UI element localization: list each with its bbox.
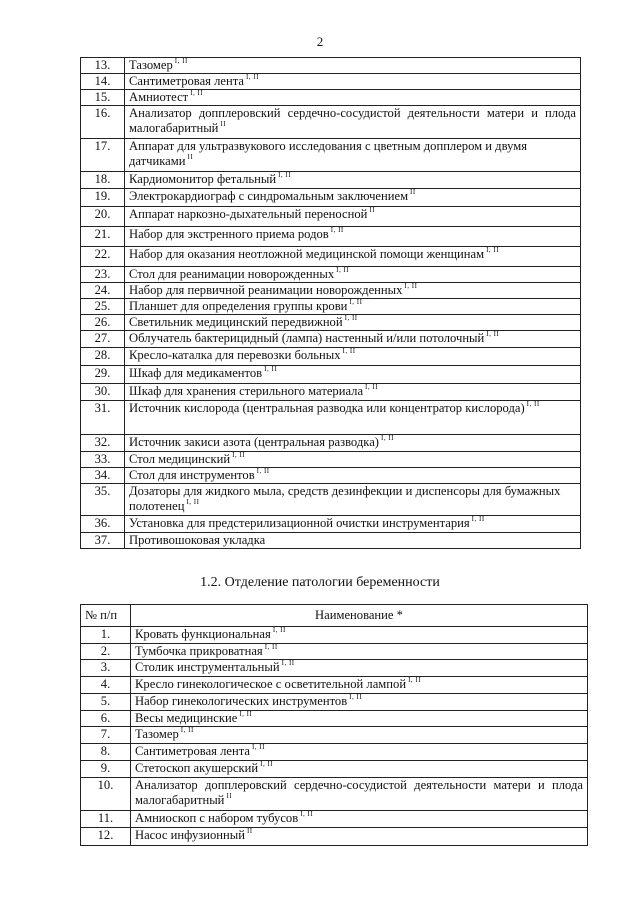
item-name: Кресло-каталка для перевозки больных [129, 348, 341, 362]
level-marker: I, II [300, 810, 314, 818]
table-row [81, 727, 588, 744]
table-row [81, 761, 588, 778]
table-row [81, 172, 581, 189]
item-name: Стол для реанимации новорожденных [129, 267, 335, 281]
row-number: 32. [81, 435, 125, 452]
level-marker: I, II [486, 330, 500, 338]
item-name: Аппарат наркозно-дыхательный переносной [129, 207, 368, 221]
level-marker: I, II [408, 676, 422, 684]
item-name-cell [125, 247, 581, 267]
item-name-cell [125, 435, 581, 452]
table-row [81, 401, 581, 435]
item-name: Шкаф для хранения стерильного материала [129, 384, 364, 398]
table-row [81, 694, 588, 711]
table-row [81, 384, 581, 401]
level-marker: I, II [190, 89, 204, 97]
row-number: 29. [81, 366, 125, 384]
level-marker: I, II [256, 467, 270, 475]
equipment-table-continued [80, 57, 581, 549]
item-name-cell [125, 207, 581, 227]
item-name-cell [125, 401, 581, 435]
item-name-cell [131, 644, 588, 660]
item-name: Насос инфузионный [135, 828, 245, 842]
table-row [81, 58, 581, 74]
item-name-cell [125, 315, 581, 331]
row-number: 28. [81, 348, 125, 366]
level-marker: I, II [239, 710, 253, 718]
level-marker: I, II [232, 451, 246, 459]
level-marker: II [220, 119, 227, 128]
table-row [81, 644, 588, 660]
table-row [81, 533, 581, 549]
item-name-cell [131, 694, 588, 711]
item-name-cell [125, 267, 581, 283]
item-name: Кровать функциональная [135, 627, 271, 641]
item-name-cell [125, 172, 581, 189]
level-marker: II [369, 206, 376, 214]
item-name: Облучатель бактерицидный (лампа) настенный и/или потолочный [129, 331, 485, 345]
item-name: Аппарат для ультразвукового исследования с цветным допплером и двумя датчиками [129, 139, 527, 168]
item-name-cell [125, 366, 581, 384]
table-row [81, 811, 588, 828]
level-marker: I, II [278, 171, 292, 179]
item-name-cell [125, 189, 581, 207]
level-marker: I, II [349, 298, 363, 306]
row-number: 37. [81, 533, 125, 549]
table-row [81, 331, 581, 348]
level-marker: II [246, 827, 253, 835]
level-marker: I, II [344, 314, 358, 322]
row-number: 8. [81, 744, 131, 761]
item-name: Дозаторы для жидкого мыла, средств дезинфекции и диспенсоры для бумажных полотенец [129, 484, 561, 513]
row-number: 10. [81, 778, 131, 811]
item-name: Стол для инструментов [129, 468, 255, 482]
table-row [81, 315, 581, 331]
item-name: Набор для первичной реанимации новорожденных [129, 283, 403, 297]
item-name-cell [125, 331, 581, 348]
item-name-cell [131, 627, 588, 644]
row-number: 16. [81, 106, 125, 139]
row-number: 9. [81, 761, 131, 778]
row-number: 34. [81, 468, 125, 484]
row-number: 27. [81, 331, 125, 348]
item-name: Планшет для определения группы крови [129, 299, 348, 313]
item-name-cell [131, 677, 588, 694]
row-number: 26. [81, 315, 125, 331]
item-name: Источник кислорода (центральная разводка или концентратор кислорода) [129, 401, 525, 415]
row-number: 12. [81, 828, 131, 846]
level-marker: II [187, 152, 194, 161]
row-number: 11. [81, 811, 131, 828]
level-marker: I, II [486, 246, 500, 254]
table-row [81, 283, 581, 299]
item-name: Источник закиси азота (центральная разводка) [129, 435, 379, 449]
item-name-cell [131, 727, 588, 744]
item-name-cell [125, 58, 581, 74]
item-name-cell [131, 761, 588, 778]
row-number: 6. [81, 711, 131, 727]
item-name: Установка для предстерилизационной очистки инструментария [129, 516, 470, 530]
item-name-cell [125, 227, 581, 247]
row-number: 25. [81, 299, 125, 315]
row-number: 2. [81, 644, 131, 660]
item-name-cell [131, 660, 588, 677]
level-marker: I, II [186, 497, 200, 506]
item-name: Набор гинекологических инструментов [135, 694, 348, 708]
item-name: Стол медицинский [129, 452, 231, 466]
item-name-cell [125, 283, 581, 299]
table-row [81, 247, 581, 267]
level-marker: I, II [251, 743, 265, 751]
table-row [81, 106, 581, 139]
level-marker: I, II [349, 693, 363, 701]
level-marker: I, II [330, 226, 344, 234]
item-name: Стетоскоп акушерский [135, 761, 259, 775]
row-number: 35. [81, 484, 125, 516]
item-name-cell [125, 106, 581, 139]
row-number: 1. [81, 627, 131, 644]
item-name-cell [125, 348, 581, 366]
item-name-cell [131, 811, 588, 828]
level-marker: I, II [245, 73, 259, 81]
row-number: 17. [81, 139, 125, 172]
level-marker: II [410, 188, 416, 196]
table-row [81, 299, 581, 315]
row-number: 15. [81, 90, 125, 106]
table-row [81, 348, 581, 366]
item-name-cell [125, 139, 581, 172]
table-row [81, 627, 588, 644]
table-row [81, 660, 588, 677]
page-number: 2 [316, 34, 324, 49]
level-marker: I, II [365, 383, 379, 391]
item-name: Тазомер [135, 727, 179, 741]
item-name-cell [125, 533, 581, 549]
item-name-cell [125, 452, 581, 468]
header-number: № п/п [81, 605, 131, 627]
table-row [81, 828, 588, 846]
row-number: 33. [81, 452, 125, 468]
item-name-cell [125, 384, 581, 401]
item-name: Тазомер [129, 58, 173, 72]
row-number: 14. [81, 74, 125, 90]
level-marker: I, II [260, 760, 274, 768]
item-name: Амниоскоп с набором тубусов [135, 811, 299, 825]
row-number: 24. [81, 283, 125, 299]
table-row [81, 267, 581, 283]
item-name: Противошоковая укладка [129, 533, 266, 547]
item-name-cell [131, 778, 588, 811]
level-marker: I, II [471, 515, 485, 523]
level-marker: I, II [281, 659, 295, 667]
table-row [81, 366, 581, 384]
table-row [81, 227, 581, 247]
item-name: Кресло гинекологическое с осветительной лампой [135, 677, 407, 691]
row-number: 5. [81, 694, 131, 711]
level-marker: I, II [342, 347, 356, 355]
table-row [81, 468, 581, 484]
item-name: Анализатор допплеровский сердечно-сосудистой деятельности матери и плода малогабаритный [129, 106, 576, 135]
item-name-cell [125, 516, 581, 533]
table-row [81, 744, 588, 761]
item-name: Весы медицинские [135, 711, 238, 725]
item-name: Набор для экстренного приема родов [129, 227, 329, 241]
item-name-cell [125, 74, 581, 90]
table-row [81, 452, 581, 468]
item-name: Анализатор допплеровский сердечно-сосудистой деятельности матери и плода малогабаритный [135, 778, 583, 807]
table-row [81, 516, 581, 533]
item-name: Амниотест [129, 90, 189, 104]
table-row [81, 677, 588, 694]
level-marker: I, II [380, 434, 394, 442]
item-name: Сантиметровая лента [129, 74, 244, 88]
item-name-cell [131, 711, 588, 727]
row-number: 18. [81, 172, 125, 189]
table-row [81, 139, 581, 172]
header-name: Наименование * [131, 605, 588, 627]
table-row [81, 484, 581, 516]
item-name: Сантиметровая лента [135, 744, 250, 758]
row-number: 30. [81, 384, 125, 401]
pregnancy-pathology-equipment-table [80, 604, 588, 846]
row-number: 19. [81, 189, 125, 207]
table-row [81, 207, 581, 227]
item-name-cell [125, 468, 581, 484]
section-title: 1.2. Отделение патологии беременности [200, 575, 440, 590]
row-number: 36. [81, 516, 125, 533]
row-number: 13. [81, 58, 125, 74]
row-number: 4. [81, 677, 131, 694]
item-name: Кардиомонитор фетальный [129, 172, 277, 186]
level-marker: I, II [180, 726, 194, 734]
level-marker: I, II [272, 626, 286, 634]
item-name: Тумбочка прикроватная [135, 644, 263, 658]
item-name-cell [125, 484, 581, 516]
level-marker: I, II [264, 643, 278, 651]
level-marker: I, II [336, 266, 350, 274]
row-number: 31. [81, 401, 125, 435]
level-marker: I, II [264, 365, 278, 373]
item-name: Светильник медицинский передвижной [129, 315, 343, 329]
item-name-cell [131, 744, 588, 761]
table-row [81, 711, 588, 727]
level-marker: I, II [404, 282, 418, 290]
row-number: 21. [81, 227, 125, 247]
item-name: Набор для оказания неотложной медицинской помощи женщинам [129, 247, 485, 261]
item-name-cell [125, 90, 581, 106]
item-name-cell [125, 299, 581, 315]
table-row [81, 189, 581, 207]
item-name: Шкаф для медикаментов [129, 366, 263, 380]
item-name: Столик инструментальный [135, 660, 280, 674]
table-row [81, 778, 588, 811]
table-header-row [81, 605, 588, 627]
row-number: 23. [81, 267, 125, 283]
table-row [81, 435, 581, 452]
item-name-cell [131, 828, 588, 846]
table-row [81, 90, 581, 106]
row-number: 22. [81, 247, 125, 267]
row-number: 7. [81, 727, 131, 744]
row-number: 3. [81, 660, 131, 677]
level-marker: I, II [174, 57, 188, 65]
level-marker: I, II [526, 400, 540, 408]
table-row [81, 74, 581, 90]
level-marker: II [226, 791, 233, 800]
item-name: Электрокардиограф с синдромальным заключением [129, 189, 409, 203]
row-number: 20. [81, 207, 125, 227]
